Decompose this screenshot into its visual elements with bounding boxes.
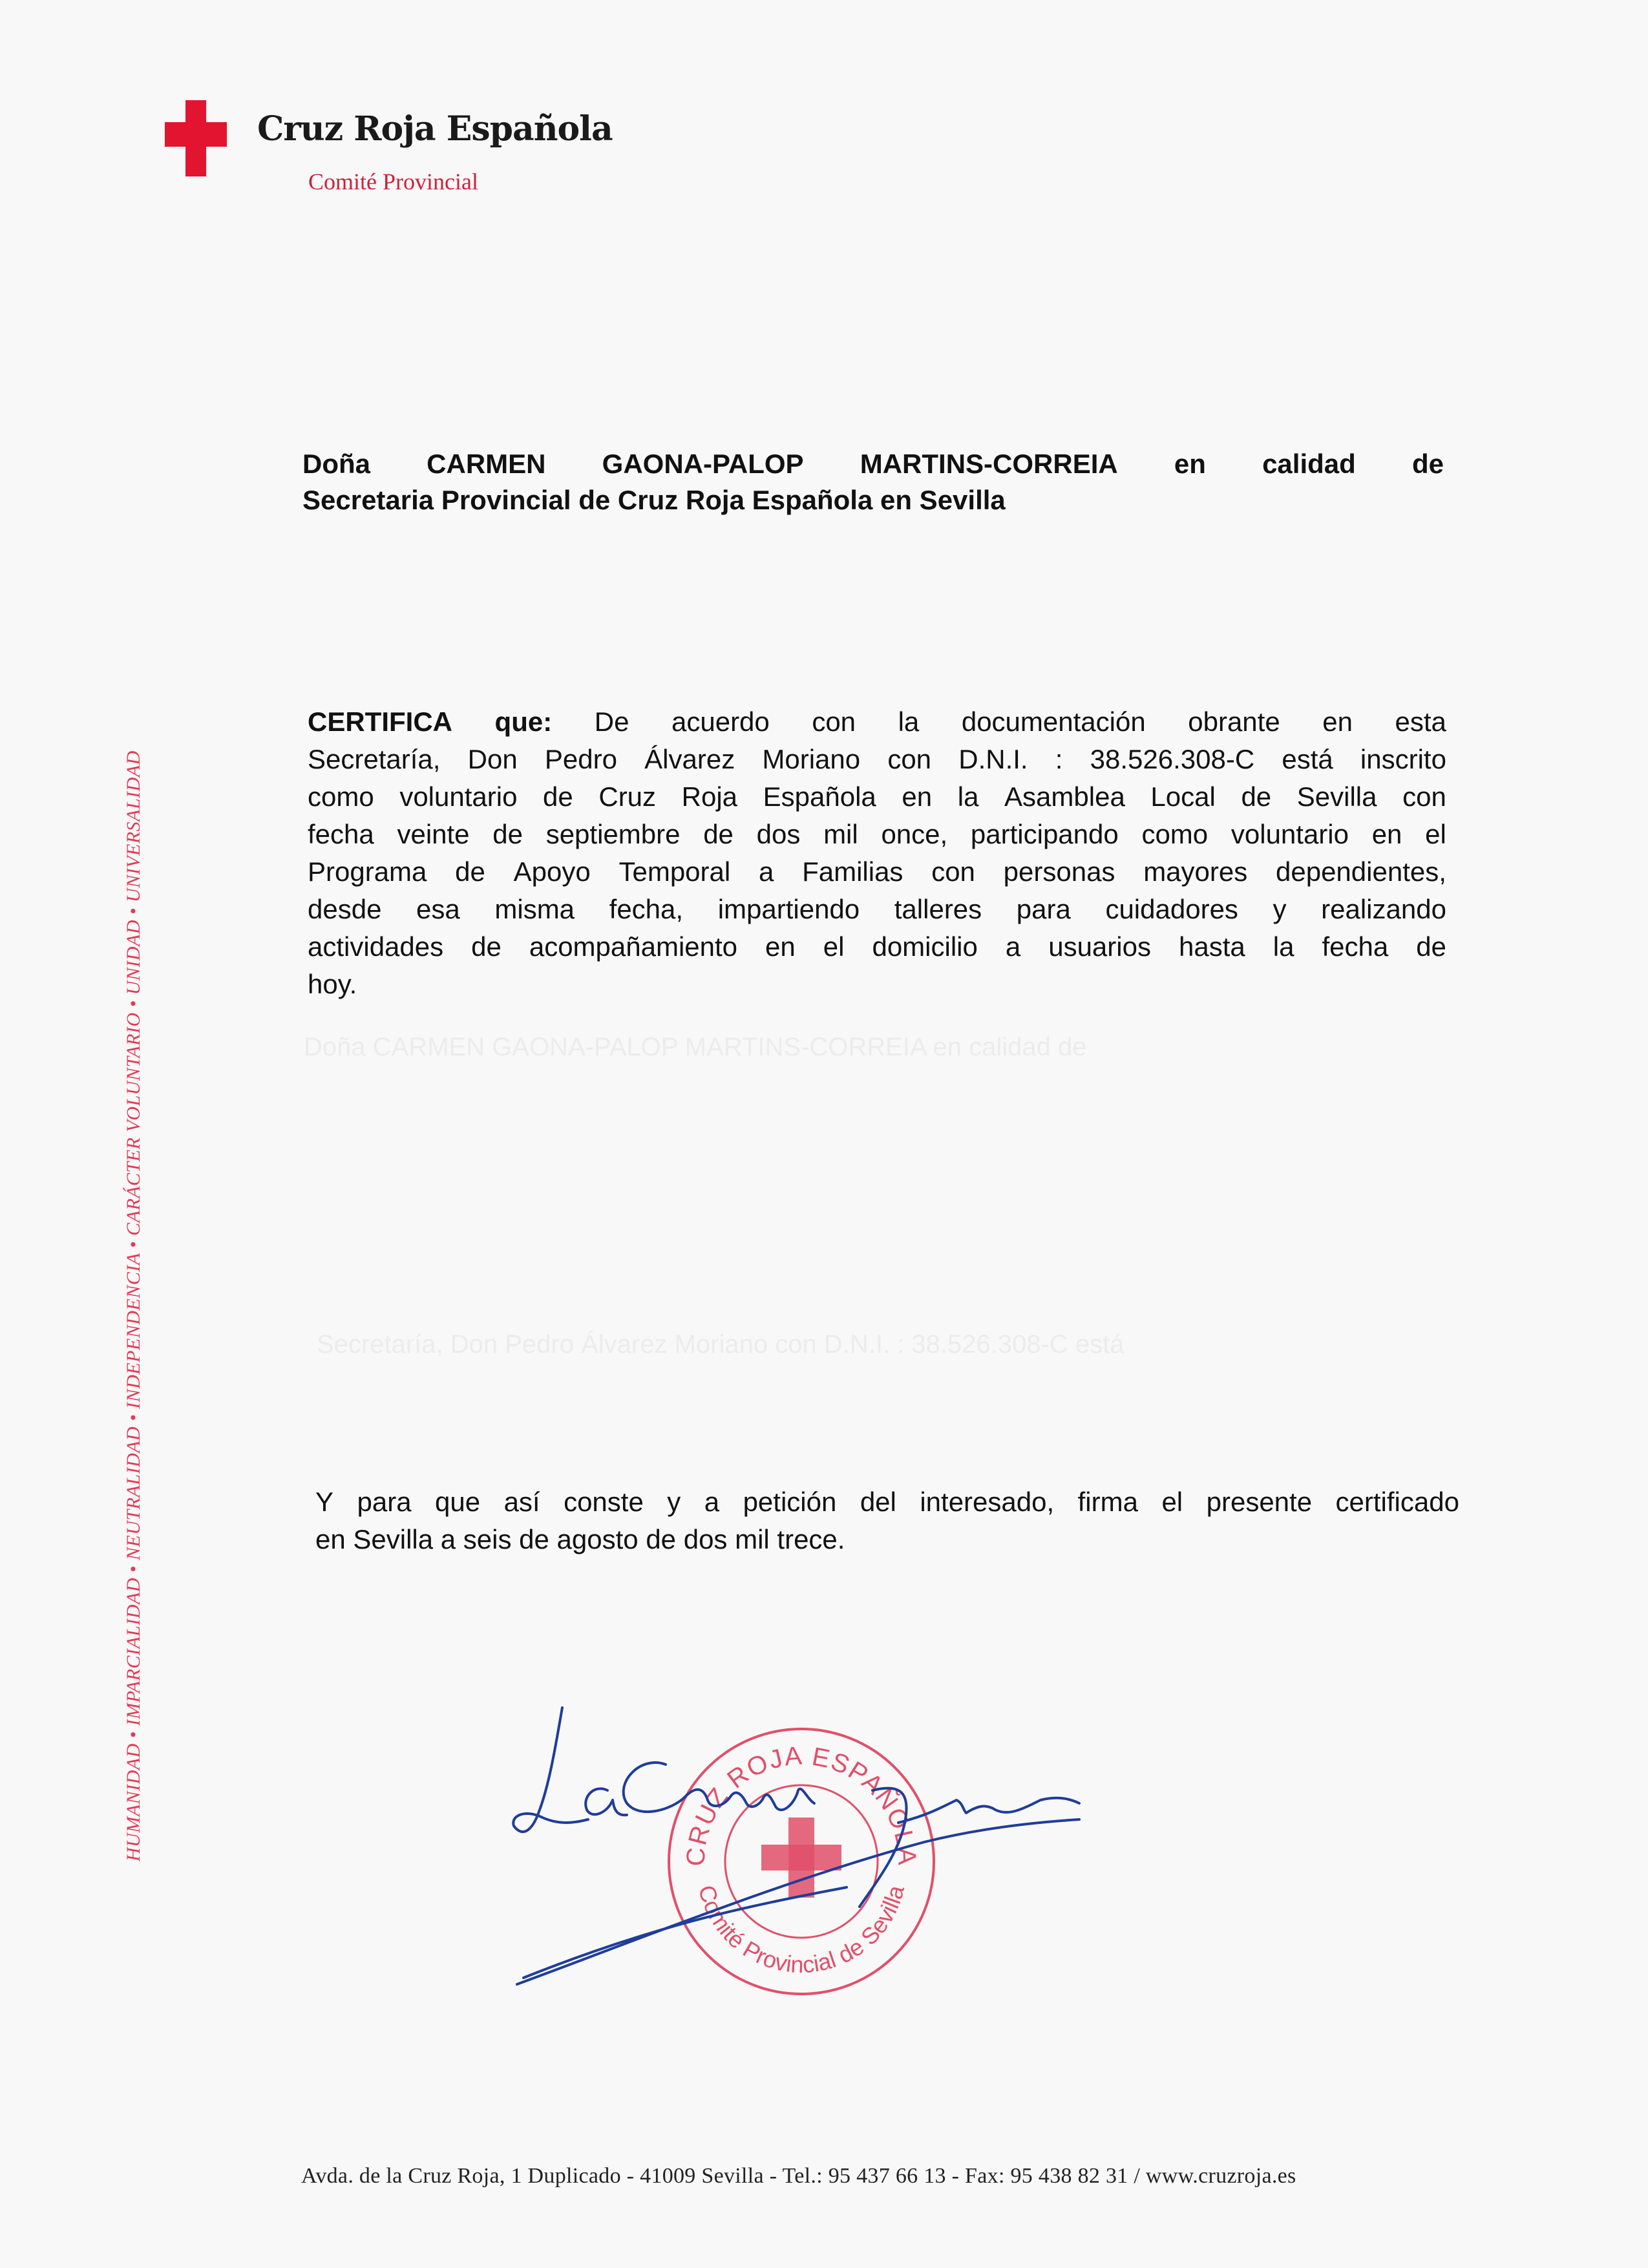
word: presente	[1206, 1487, 1313, 1517]
word: Sevilla	[1296, 781, 1377, 812]
word: fecha	[308, 819, 374, 849]
word: el	[1161, 1487, 1183, 1517]
word: para	[357, 1487, 412, 1517]
word: Local	[1150, 781, 1216, 812]
word: voluntario	[1231, 819, 1349, 849]
word: septiembre	[545, 819, 681, 849]
certifica-line-7	[308, 928, 1446, 966]
word: Familias	[802, 856, 903, 887]
word: en	[1174, 449, 1206, 479]
word: del	[860, 1487, 896, 1517]
certifica-line-3	[308, 778, 1446, 816]
word: esta	[1395, 706, 1446, 737]
certifica-line-2	[308, 741, 1446, 778]
word: participando	[970, 819, 1119, 849]
certifica-line-6	[308, 891, 1446, 928]
red-cross-icon	[165, 100, 227, 176]
word: como	[1141, 819, 1209, 849]
word: personas	[1003, 856, 1115, 887]
closing-line-1	[315, 1483, 1459, 1521]
word: esa	[416, 894, 460, 924]
word: de	[492, 819, 523, 849]
word: el	[1425, 819, 1446, 849]
certifica-line-4	[308, 816, 1446, 853]
word: MARTINS-CORREIA	[860, 449, 1118, 479]
word: de	[1411, 449, 1444, 479]
dni-number: 38.526.308-C	[1090, 744, 1255, 774]
word: obrante	[1188, 706, 1280, 737]
word: mil	[823, 819, 858, 849]
word: como	[308, 781, 374, 812]
word: hasta	[1178, 931, 1245, 962]
word: mayores	[1143, 856, 1248, 887]
word: petición	[743, 1487, 837, 1517]
word: D.N.I.	[958, 744, 1028, 774]
word: realizando	[1321, 894, 1446, 924]
word: en	[1371, 819, 1402, 849]
word: la	[1273, 931, 1294, 962]
word: Secretaría,	[308, 744, 441, 774]
word: de	[471, 931, 502, 962]
word: de	[1416, 931, 1446, 962]
word: inscrito	[1360, 744, 1446, 774]
word: documentación	[961, 706, 1146, 737]
certifica-line-8: hoy.	[308, 969, 357, 999]
stamp-top-text: CRUZ ROJA ESPAÑOLA	[681, 1741, 922, 1867]
word: misma	[494, 894, 575, 924]
certifica-label: que:	[494, 706, 553, 737]
word: Asamblea	[1004, 781, 1125, 812]
word: a	[1005, 931, 1021, 962]
header-line-1	[302, 446, 1444, 482]
word: fecha,	[609, 894, 684, 924]
word: Programa	[308, 856, 427, 887]
word: Temporal	[618, 856, 731, 887]
word: para	[1016, 894, 1071, 924]
word: de	[1241, 781, 1272, 812]
word: que	[435, 1487, 481, 1517]
word: De	[594, 706, 629, 737]
word: Y	[315, 1487, 334, 1517]
word: cuidadores	[1105, 894, 1238, 924]
word: Doña	[302, 449, 370, 479]
word: Cruz	[598, 781, 657, 812]
word: Don	[467, 744, 518, 774]
header-line-2: Secretaria Provincial de Cruz Roja Española en Sevilla	[302, 485, 1006, 515]
word: CARMEN	[427, 449, 546, 479]
word: y	[1273, 894, 1287, 924]
word: GAONA-PALOP	[602, 449, 804, 479]
word: a	[758, 856, 774, 887]
word: impartiendo	[717, 894, 860, 924]
word: Álvarez	[644, 744, 735, 774]
word: actividades	[308, 931, 444, 962]
word: interesado,	[920, 1487, 1055, 1517]
word: y	[667, 1487, 681, 1517]
certifica-line-5	[308, 853, 1446, 891]
word: el	[823, 931, 845, 962]
header-paragraph	[302, 446, 1444, 518]
word: dos	[756, 819, 801, 849]
word: talleres	[894, 894, 982, 924]
word: conste	[564, 1487, 644, 1517]
word: en	[1322, 706, 1353, 737]
word: en	[902, 781, 933, 812]
word: dependientes,	[1276, 856, 1446, 887]
org-subtitle: Comité Provincial	[308, 169, 478, 195]
word: certificado	[1335, 1487, 1459, 1517]
show-through-text: Secretaría, Don Pedro Álvarez Moriano con D.N.I. : 38.526.308-C está	[317, 1330, 1125, 1359]
word: de	[703, 819, 734, 849]
show-through-text: Doña CARMEN GAONA-PALOP MARTINS-CORREIA en calidad de	[304, 1033, 1087, 1061]
word: así	[503, 1487, 540, 1517]
word: acuerdo	[671, 706, 770, 737]
word: firma	[1077, 1487, 1138, 1517]
word: la	[957, 781, 979, 812]
word: con	[931, 856, 975, 887]
certifica-line-1	[308, 703, 1446, 741]
word: once,	[881, 819, 948, 849]
word: calidad	[1262, 449, 1356, 479]
word: con	[887, 744, 932, 774]
word: desde	[308, 894, 382, 924]
org-name: Cruz Roja Española	[257, 109, 613, 149]
word: Apoyo	[513, 856, 591, 887]
word: con	[1402, 781, 1446, 812]
word: acompañamiento	[529, 931, 738, 962]
word: veinte	[397, 819, 470, 849]
word: Moriano	[762, 744, 861, 774]
word: domicilio	[872, 931, 978, 962]
word: Roja	[681, 781, 738, 812]
closing-line-2: en Sevilla a seis de agosto de dos mil trece.	[315, 1524, 845, 1554]
signature-icon	[511, 1693, 1092, 1991]
side-principles: HUMANIDAD • IMPARCIALIDAD • NEUTRALIDAD • INDEPENDENCIA • CARÁCTER VOLUNTARIO • UNIDAD • UNIVERSALIDAD	[123, 750, 144, 1861]
word: :	[1055, 744, 1063, 774]
certifica-label: CERTIFICA	[308, 706, 452, 737]
word: usuarios	[1048, 931, 1151, 962]
word: Española	[763, 781, 876, 812]
word: de	[455, 856, 485, 887]
closing-paragraph	[315, 1483, 1459, 1558]
word: la	[898, 706, 920, 737]
word: Pedro	[544, 744, 617, 774]
letterhead	[165, 100, 613, 204]
footer-address: Avda. de la Cruz Roja, 1 Duplicado - 41009 Sevilla - Tel.: 95 437 66 13 - Fax: 95 438 82 31 / www.cruzroja.es	[301, 2164, 1296, 2188]
certifica-paragraph	[308, 703, 1446, 1003]
word: fecha	[1322, 931, 1389, 962]
word: está	[1282, 744, 1333, 774]
word: de	[543, 781, 573, 812]
word: a	[704, 1487, 720, 1517]
word: con	[812, 706, 856, 737]
word: en	[765, 931, 796, 962]
stamp-bottom-text: Comité Provincial de Sevilla	[693, 1882, 910, 1978]
word: voluntario	[399, 781, 518, 812]
